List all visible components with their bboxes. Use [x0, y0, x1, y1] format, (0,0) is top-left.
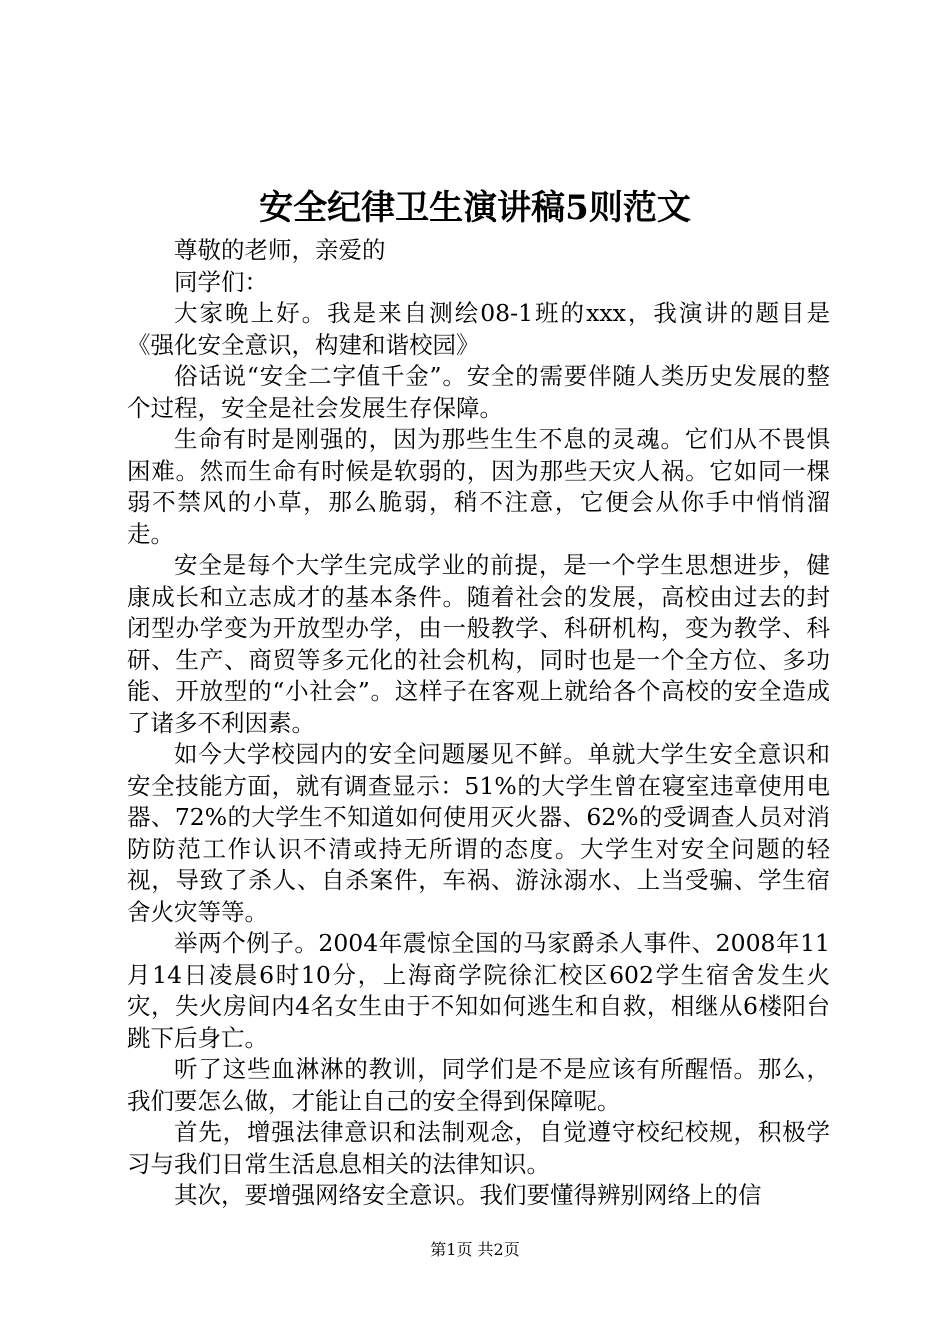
paragraph: 举两个例子。2004年震惊全国的马家爵杀人事件、2008年11月14日凌晨6时10分，上海商学院徐汇校区602学生宿舍发生火灾，失火房间内4名女生由于不知如何逃生和自救，相继从6楼阳台跳下后身亡。 — [127, 929, 830, 1052]
paragraph: 如今大学校园内的安全问题屡见不鲜。单就大学生安全意识和安全技能方面，就有调查显示：51%的大学生曾在寝室违章使用电器、72%的大学生不知道如何使用灭火器、62%的受调查人员对消防防范工作认识不清或持无所谓的态度。大学生对安全问题的轻视，导致了杀人、自杀案件，车祸、游泳溺水、上当受骗、学生宿舍火灾等等。 — [127, 740, 830, 926]
document-title: 安全纪律卫生演讲稿5则范文 — [259, 188, 691, 228]
paragraph: 同学们： — [174, 267, 268, 296]
document-body — [127, 235, 830, 1212]
page-footer: 第1页 共2页 — [430, 1240, 520, 1259]
paragraph: 安全是每个大学生完成学业的前提，是一个学生思想进步，健康成长和立志成才的基本条件。随着社会的发展，高校由过去的封闭型办学变为开放型办学，由一般教学、科研机构，变为教学、科研、生产、商贸等多元化的社会机构，同时也是一个全方位、多功能、开放型的“小社会”。这样子在客观上就给各个高校的安全造成了诸多不利因素。 — [127, 551, 830, 737]
paragraph: 尊敬的老师，亲爱的 — [174, 236, 386, 264]
paragraph: 首先，增强法律意识和法制观念，自觉遵守校纪校规，积极学习与我们日常生活息息相关的法律知识。 — [127, 1118, 830, 1178]
paragraph: 俗话说“安全二字值千金”。安全的需要伴随人类历史发展的整个过程，安全是社会发展生存保障。 — [127, 362, 830, 422]
paragraph: 生命有时是刚强的，因为那些生生不息的灵魂。它们从不畏惧困难。然而生命有时候是软弱的，因为那些天灾人祸。它如同一棵弱不禁风的小草，那么脆弱，稍不注意，它便会从你手中悄悄溜走。 — [127, 425, 830, 548]
paragraph: 其次，要增强网络安全意识。我们要懂得辨别网络上的信 — [174, 1181, 762, 1209]
paragraph: 听了这些血淋淋的教训，同学们是不是应该有所醒悟。那么，我们要怎么做，才能让自己的安全得到保障呢。 — [127, 1055, 830, 1115]
paragraph: 大家晚上好。我是来自测绘08-1班的xxx，我演讲的题目是《强化安全意识，构建和谐校园》 — [127, 299, 830, 359]
